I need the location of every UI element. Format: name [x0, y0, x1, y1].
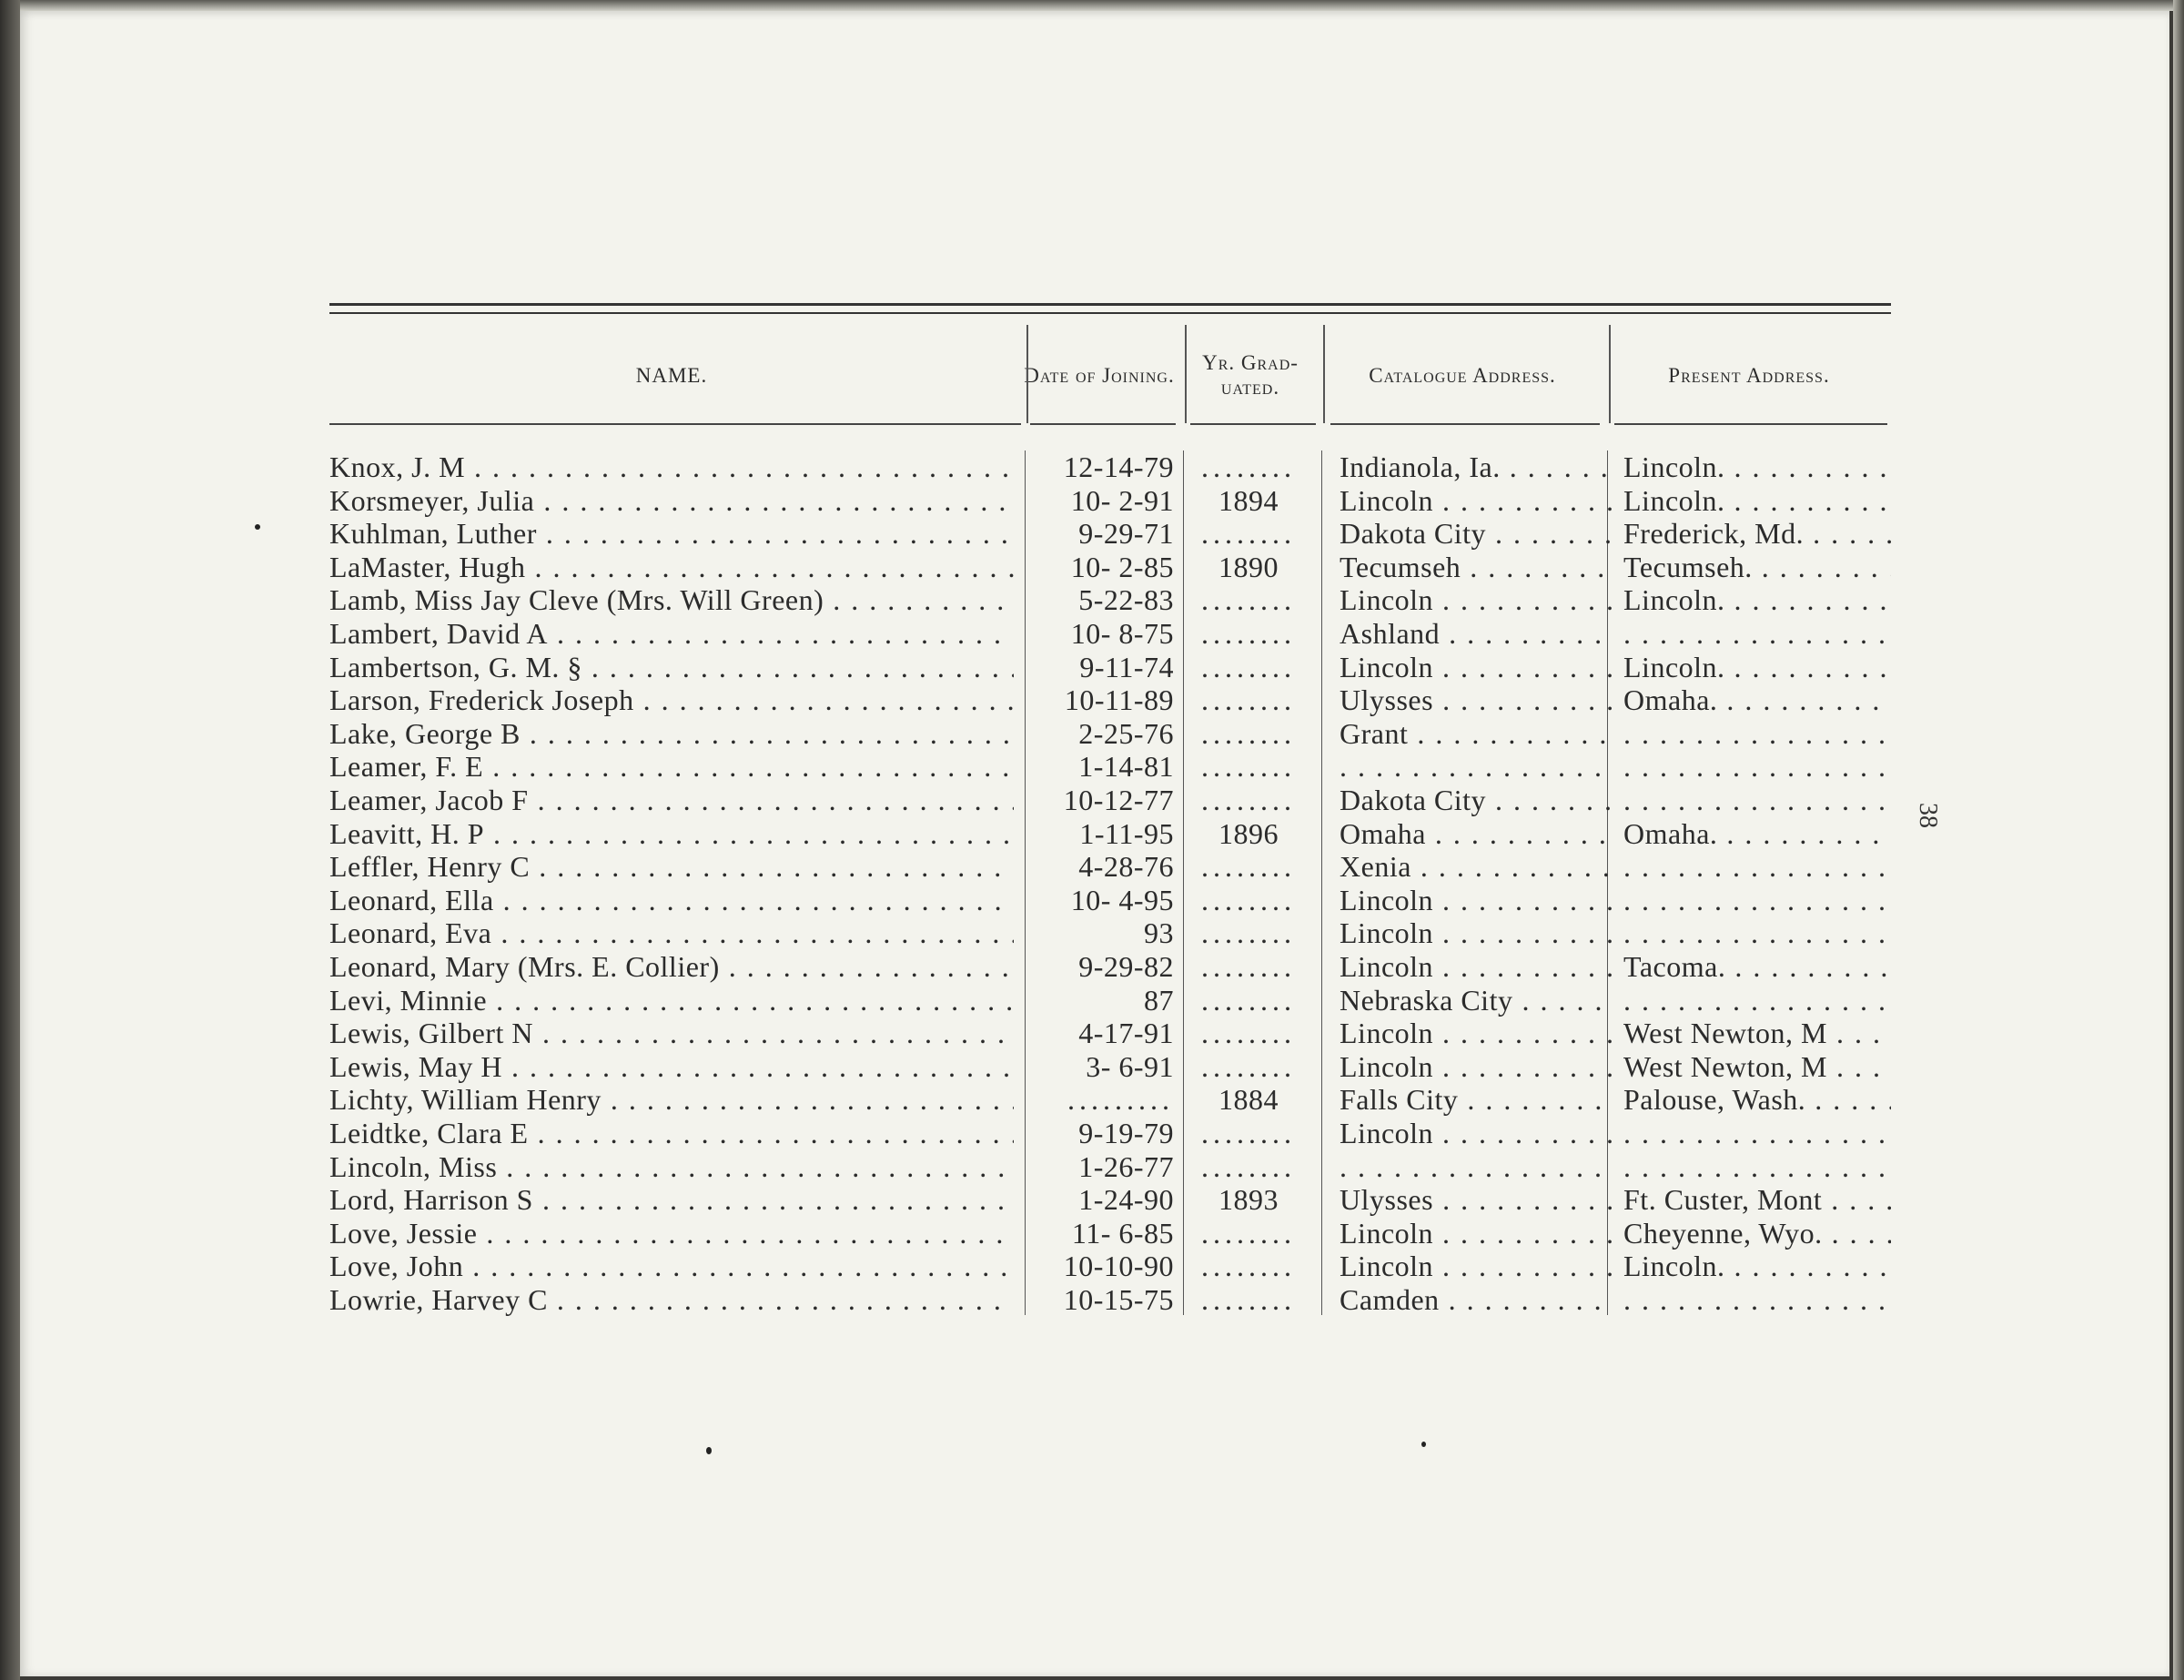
scan-edge-left [0, 0, 20, 1680]
column-divider [1323, 325, 1325, 423]
present-address-cell: Lincoln. . . . [1623, 450, 1891, 483]
present-address-cell [1623, 784, 1891, 816]
yr-graduated-cell: ........ [1201, 450, 1296, 483]
yr-graduated-cell: ........ [1201, 983, 1296, 1017]
present-address-cell: West Newton, M . . . [1623, 1050, 1891, 1083]
present-address-cell [1623, 850, 1891, 883]
catalogue-address-cell: Lincoln . . . [1340, 1117, 1613, 1149]
present-address-cell: Omaha. . . . [1623, 683, 1891, 716]
date-of-joining-cell: 10- 2-91 [1070, 483, 1174, 517]
date-of-joining-cell: 5-22-83 [1078, 583, 1174, 617]
name-cell: Lewis, May H . . . [329, 1050, 1014, 1083]
catalogue-address-cell: Tecumseh . . . [1340, 551, 1613, 583]
header-underline [1330, 423, 1600, 425]
catalogue-address-cell: Camden . . . [1340, 1283, 1613, 1316]
yr-graduated-cell: ........ [1201, 617, 1296, 650]
top-rule [329, 312, 1891, 314]
name-cell: Lambert, David A . . . [329, 617, 1014, 650]
present-address-cell [1623, 750, 1891, 783]
table-row [329, 884, 1891, 917]
catalogue-address-cell [1340, 1150, 1613, 1183]
present-address-cell [1623, 717, 1891, 750]
catalogue-address-cell: Lincoln . . . [1340, 1217, 1613, 1250]
top-rule [329, 303, 1891, 306]
name-cell: Lincoln, Miss . . . [329, 1150, 1014, 1183]
present-address-cell: Palouse, Wash. . . . [1623, 1083, 1891, 1116]
present-address-cell [1623, 984, 1891, 1017]
date-of-joining-cell: 10-10-90 [1063, 1250, 1174, 1283]
catalogue-address-cell: Dakota City . . . [1340, 517, 1613, 550]
table-row [329, 651, 1891, 684]
name-cell: Leonard, Mary (Mrs. E. Collier) . . . [329, 950, 1014, 983]
name-cell: Lake, George B . . . [329, 717, 1014, 750]
header-underline [1614, 423, 1887, 425]
present-address-cell: Ft. Custer, Mont . . . [1623, 1183, 1891, 1216]
catalogue-address-cell: Lincoln . . . [1340, 884, 1613, 916]
yr-graduated-cell: ........ [1201, 883, 1296, 916]
yr-graduated-cell: ........ [1201, 517, 1296, 551]
date-of-joining-cell: 93 [1144, 916, 1174, 950]
catalogue-address-cell: Xenia . . . [1340, 850, 1613, 883]
catalogue-address-cell: Ashland . . . [1340, 617, 1613, 650]
date-of-joining-cell: 87 [1144, 983, 1174, 1017]
yr-graduated-cell: ........ [1201, 916, 1296, 950]
header-row [329, 323, 1891, 427]
date-of-joining-cell: 1-26-77 [1078, 1149, 1174, 1183]
catalogue-address-cell: Lincoln . . . [1340, 651, 1613, 683]
yr-graduated-cell: ........ [1201, 1216, 1296, 1250]
scan-edge-top [0, 0, 2184, 11]
date-of-joining-cell: 1-24-90 [1078, 1183, 1174, 1217]
name-cell: Lamb, Miss Jay Cleve (Mrs. Will Green) . . . [329, 583, 1014, 616]
name-cell: Lowrie, Harvey C . . . [329, 1283, 1014, 1316]
catalogue-address-cell: Ulysses . . . [1340, 683, 1613, 716]
yr-graduated-cell: 1884 [1218, 1083, 1279, 1117]
yr-graduated-cell: 1893 [1218, 1183, 1279, 1217]
header-present-address: Present Address. [1668, 363, 1830, 387]
yr-graduated-cell: ........ [1201, 1117, 1296, 1149]
date-of-joining-cell: 10-15-75 [1063, 1283, 1174, 1316]
column-divider [1609, 325, 1611, 423]
header-underline [329, 423, 1021, 425]
present-address-cell: Lincoln. . . . [1623, 1250, 1891, 1282]
present-address-cell: Lincoln. . . . [1623, 583, 1891, 616]
yr-graduated-cell: ........ [1201, 650, 1296, 683]
name-cell: Knox, J. M . . . [329, 450, 1014, 483]
present-address-cell: Cheyenne, Wyo. . . . [1623, 1217, 1891, 1250]
table-row [329, 717, 1891, 751]
catalogue-address-cell: Lincoln . . . [1340, 916, 1613, 949]
name-cell: Larson, Frederick Joseph . . . [329, 683, 1014, 716]
table-row [329, 1217, 1891, 1250]
present-address-cell: West Newton, M . . . [1623, 1017, 1891, 1049]
present-address-cell: Frederick, Md. . . . [1623, 517, 1891, 550]
yr-graduated-cell: 1894 [1218, 483, 1279, 517]
catalogue-address-cell: Lincoln . . . [1340, 1050, 1613, 1083]
date-of-joining-cell: 10- 4-95 [1070, 883, 1174, 916]
table-row [329, 1083, 1891, 1117]
catalogue-address-cell [1340, 750, 1613, 783]
column-divider [1185, 325, 1187, 423]
name-cell: Korsmeyer, Julia . . . [329, 484, 1014, 517]
name-cell: Lewis, Gilbert N . . . [329, 1017, 1014, 1049]
present-address-cell [1623, 1283, 1891, 1316]
name-cell: Leonard, Eva . . . [329, 916, 1014, 949]
yr-graduated-cell: ........ [1201, 850, 1296, 884]
date-of-joining-cell: 9-29-71 [1078, 517, 1174, 551]
table-row [329, 784, 1891, 817]
table-row [329, 683, 1891, 717]
header-date-of-joining: Date of Joining. [1024, 363, 1175, 387]
table-row [329, 484, 1891, 518]
name-cell: Leavitt, H. P . . . [329, 817, 1014, 850]
yr-graduated-cell: ........ [1201, 683, 1296, 717]
date-of-joining-cell: 4-28-76 [1078, 850, 1174, 884]
header-name: NAME. [635, 363, 708, 387]
yr-graduated-cell: ........ [1201, 950, 1296, 983]
table-row [329, 450, 1891, 484]
catalogue-address-cell: Lincoln . . . [1340, 1017, 1613, 1049]
present-address-cell: Omaha. . . . [1623, 817, 1891, 850]
table-row [329, 850, 1891, 884]
present-address-cell [1623, 617, 1891, 650]
table-row [329, 583, 1891, 617]
yr-graduated-cell: ........ [1201, 1017, 1296, 1050]
name-cell: Love, Jessie . . . [329, 1217, 1014, 1250]
speck-mark [1421, 1442, 1426, 1447]
name-cell: Kuhlman, Luther . . . [329, 517, 1014, 550]
yr-graduated-cell: 1890 [1218, 550, 1279, 583]
table-row [329, 750, 1891, 784]
yr-graduated-cell: ........ [1201, 1149, 1296, 1183]
table-row [329, 517, 1891, 551]
date-of-joining-cell: 1-14-81 [1078, 750, 1174, 784]
date-of-joining-cell: 9-11-74 [1079, 650, 1174, 683]
speck-mark [255, 524, 260, 530]
header-yr-graduated: Yr. Grad-uated. [1202, 351, 1299, 399]
speck-mark [706, 1447, 712, 1454]
date-of-joining-cell: 10-11-89 [1064, 683, 1174, 717]
name-cell: LaMaster, Hugh . . . [329, 551, 1014, 583]
name-cell: Lord, Harrison S . . . [329, 1183, 1014, 1216]
table-row [329, 1050, 1891, 1084]
catalogue-address-cell: Lincoln . . . [1340, 950, 1613, 983]
table-row [329, 1250, 1891, 1283]
yr-graduated-cell: 1896 [1218, 816, 1279, 850]
yr-graduated-cell: ........ [1201, 583, 1296, 617]
yr-graduated-cell: ........ [1201, 716, 1296, 750]
yr-graduated-cell: ........ [1201, 1049, 1296, 1083]
page-number: 38 [1914, 803, 1942, 828]
name-cell: Lambertson, G. M. § . . . [329, 651, 1014, 683]
date-of-joining-cell: 2-25-76 [1078, 716, 1174, 750]
column-divider [1026, 325, 1028, 423]
date-of-joining-cell: 11- 6-85 [1071, 1216, 1174, 1250]
present-address-cell [1623, 916, 1891, 949]
catalogue-address-cell: Falls City . . . [1340, 1083, 1613, 1116]
header-underline [1030, 423, 1176, 425]
catalogue-address-cell: Indianola, Ia. . . . [1340, 450, 1613, 483]
yr-graduated-cell: ........ [1201, 784, 1296, 816]
name-cell: Leidtke, Clara E . . . [329, 1117, 1014, 1149]
table-row [329, 551, 1891, 584]
name-cell: Leonard, Ella . . . [329, 884, 1014, 916]
table-row [329, 617, 1891, 651]
name-cell: Levi, Minnie . . . [329, 984, 1014, 1017]
present-address-cell [1623, 884, 1891, 916]
table-row [329, 984, 1891, 1017]
scan-edge-right [2173, 0, 2184, 1680]
catalogue-address-cell: Omaha . . . [1340, 817, 1613, 850]
date-of-joining-cell: 4-17-91 [1078, 1017, 1174, 1050]
date-of-joining-cell: 10- 2-85 [1070, 550, 1174, 583]
yr-graduated-cell: ........ [1201, 750, 1296, 784]
catalogue-address-cell: Dakota City . . . [1340, 784, 1613, 816]
date-of-joining-cell: 9-19-79 [1078, 1117, 1174, 1149]
present-address-cell [1623, 1150, 1891, 1183]
catalogue-address-cell: Lincoln . . . [1340, 583, 1613, 616]
catalogue-address-cell: Lincoln . . . [1340, 484, 1613, 517]
table-row [329, 817, 1891, 851]
date-of-joining-cell: 1-11-95 [1079, 816, 1174, 850]
table-row [329, 950, 1891, 984]
date-of-joining-cell: 12-14-79 [1063, 450, 1174, 483]
table-row [329, 1117, 1891, 1150]
present-address-cell: Tecumseh. . . . [1623, 551, 1891, 583]
date-of-joining-cell: 10- 8-75 [1070, 617, 1174, 650]
header-underline [1190, 423, 1316, 425]
present-address-cell: Lincoln. . . . [1623, 484, 1891, 517]
table-row [329, 1283, 1891, 1317]
name-cell: Leamer, Jacob F . . . [329, 784, 1014, 816]
date-of-joining-cell: ......... [1067, 1083, 1174, 1117]
yr-graduated-cell: ........ [1201, 1250, 1296, 1283]
date-of-joining-cell: 9-29-82 [1078, 950, 1174, 983]
date-of-joining-cell: 10-12-77 [1063, 784, 1174, 816]
catalogue-address-cell: Nebraska City . . . [1340, 984, 1613, 1017]
table-row [329, 1150, 1891, 1184]
catalogue-address-cell: Ulysses . . . [1340, 1183, 1613, 1216]
catalogue-address-cell: Lincoln . . . [1340, 1250, 1613, 1282]
catalogue-address-cell: Grant . . . [1340, 717, 1613, 750]
table-row [329, 1017, 1891, 1050]
present-address-cell: Tacoma. . . . [1623, 950, 1891, 983]
date-of-joining-cell: 3- 6-91 [1086, 1049, 1174, 1083]
table-row [329, 916, 1891, 950]
table-row [329, 1183, 1891, 1217]
name-cell: Leffler, Henry C . . . [329, 850, 1014, 883]
name-cell: Lichty, William Henry . . . [329, 1083, 1014, 1116]
name-cell: Leamer, F. E . . . [329, 750, 1014, 783]
present-address-cell: Lincoln. . . . [1623, 651, 1891, 683]
present-address-cell [1623, 1117, 1891, 1149]
name-cell: Love, John . . . [329, 1250, 1014, 1282]
header-catalogue-address: Catalogue Address. [1369, 363, 1556, 387]
yr-graduated-cell: ........ [1201, 1283, 1296, 1316]
